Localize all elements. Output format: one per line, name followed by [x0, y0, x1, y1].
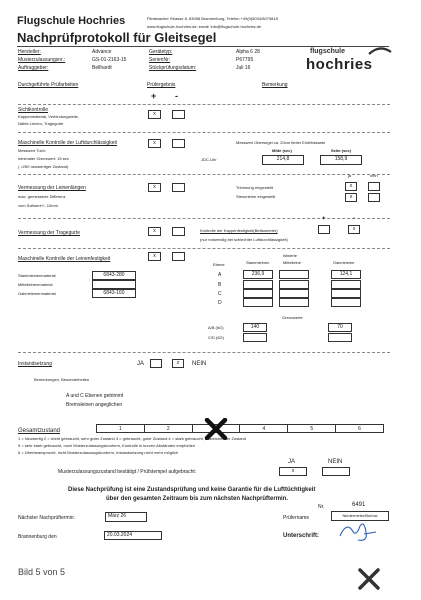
ab-stamm-field[interactable]: 140 — [243, 323, 267, 332]
row-b-mittel-field[interactable] — [279, 280, 309, 289]
leinen-title: Maschinelle Kontrolle der Leinenfestigkeit — [18, 256, 111, 262]
legend-line-1: 1 = Neuwertig 2 = leicht gebraucht, sehr guter Zustand 3 = gebraucht, guter Zustand 4 = stark gebraucht, ausreichender Zustand — [18, 436, 246, 441]
trage-plus-checkbox[interactable]: x — [148, 227, 161, 236]
sichtkontrolle-line-1: Kappenmaterial, Verbindungsteile, — [18, 114, 79, 119]
seriennr-value: P67795 — [236, 57, 254, 63]
row-b-label: B — [218, 282, 222, 288]
luft-measure-note: Messwert Obersegel ca. 20cm hinter Eintrittskante — [236, 140, 326, 145]
grenzwerte-label: Grenzwerte — [282, 315, 303, 320]
instand-title: Instandsetzung — [18, 361, 52, 367]
paraglider-icon — [368, 46, 392, 56]
leinen-minus-checkbox[interactable] — [172, 252, 185, 261]
steuer-nein-checkbox[interactable] — [368, 193, 380, 202]
pruefname-label: Prüfername — [283, 515, 310, 521]
cd-stamm-field[interactable] — [243, 333, 267, 342]
row-b-galerie-field[interactable] — [331, 280, 361, 289]
page-counter: Bild 5 von 5 — [18, 567, 66, 577]
kappen-plus-checkbox[interactable] — [318, 225, 330, 234]
mittel-col-label: Mittelleine — [283, 260, 302, 265]
page-title: Nachprüfprotokoll für Gleitsegel — [17, 30, 217, 45]
legend-line-3: 6 = Überbeansprucht, nicht Musterzulassungskonform, Instandsetzung nicht mehr möglich — [18, 450, 178, 455]
column-remark: Bemerkung — [262, 82, 288, 88]
column-result: Prüfergebnis — [147, 82, 176, 88]
hersteller-label: Hersteller: — [18, 49, 41, 55]
row-b-stamm-field[interactable] — [243, 280, 273, 289]
stamm-material-field[interactable]: 6843-280 — [92, 271, 136, 280]
trimm-label: Trimmung eingestellt — [236, 185, 273, 190]
instand-nein-checkbox[interactable]: x — [172, 359, 184, 368]
sichtkontrolle-title: Sichtkontrolle — [18, 107, 49, 113]
galerie-material-label: Galerieleinenmaterial — [18, 291, 56, 296]
cd-label: C/D (6G) — [208, 335, 224, 340]
luft-line-2: minimaler Grenzwert: 15 sec — [18, 156, 69, 161]
sichtkontrolle-plus-checkbox[interactable]: x — [148, 110, 161, 119]
verm-minus-checkbox[interactable] — [172, 183, 185, 192]
header-divider — [18, 104, 390, 105]
steuer-label: Steuerleine eingestellt — [236, 194, 276, 199]
musterzulassung-label: Musterzulassungsnr.: — [18, 57, 66, 63]
gesamt-title: Gesamtzustand — [18, 428, 61, 434]
stueckpruefung-label: Stückprüfungsdatum: — [149, 65, 197, 71]
divider-2 — [18, 174, 390, 175]
legend-line-2: 5 = sehr stark gebraucht, noch Musterzulassungskonform, Kontrolle in kurzen Abständen empfohlen — [18, 443, 196, 448]
sichtkontrolle-line-2: Nähte Leinen, Tragegurte — [18, 121, 64, 126]
stueckpruefung-value: Juli 16 — [236, 65, 251, 71]
galerie-material-field[interactable]: 6843-160 — [92, 289, 136, 298]
mittel-material-label: Mittelleinenmaterial — [18, 282, 53, 287]
divider-3 — [18, 218, 390, 219]
gesamt-scale — [96, 424, 384, 433]
trimm-nein-checkbox[interactable] — [368, 182, 380, 191]
unterschrift-label: Unterschrift: — [283, 533, 320, 539]
scale-cell-1[interactable]: 1 — [97, 425, 145, 432]
divider-1 — [18, 132, 390, 133]
trage-minus-checkbox[interactable] — [172, 227, 185, 236]
row-c-stamm-field[interactable] — [243, 289, 273, 298]
stamm-material-label: Stammleinenmaterial — [18, 273, 56, 278]
logo-top-text: flugschule — [310, 48, 346, 55]
row-a-mittel-field[interactable] — [279, 270, 309, 279]
row-a-stamm-field[interactable]: 236,9 — [243, 270, 273, 279]
close-button[interactable] — [356, 566, 382, 592]
luft-plus-checkbox[interactable]: x — [148, 139, 161, 148]
viewer-footer — [0, 560, 421, 600]
scale-cell-4[interactable]: 4 — [240, 425, 288, 432]
date-field[interactable]: 20.03.2024 — [104, 531, 162, 540]
nr-value: 6491 — [352, 502, 366, 508]
kappen-minus-header: - — [353, 216, 355, 222]
geraetetyp-label: Gerätetyp: — [149, 49, 173, 55]
signature-icon — [336, 518, 378, 544]
row-a-galerie-field[interactable]: 124,1 — [331, 270, 361, 279]
row-d-stamm-field[interactable] — [243, 298, 273, 307]
logo-main-text: hochries — [306, 56, 373, 73]
kappen-minus-checkbox[interactable]: x — [348, 225, 360, 234]
leinen-plus-checkbox[interactable]: x — [148, 252, 161, 261]
address-line-1: Flintsbacher Strasse 8, 83098 Brannenburg, Telefon +49(0)8034/8079818 — [147, 16, 278, 21]
column-performed: Durchgeführte Prüfarbeiten — [18, 82, 79, 88]
muster-nein-checkbox[interactable] — [322, 467, 350, 476]
disclaimer-line-1: Diese Nachprüfung ist eine Zustandsprüfung und keine Garantie für die Lufttüchtigkeit — [68, 487, 316, 493]
luft-seite-label: Seite (sec) — [331, 148, 352, 153]
geraetetyp-value: Alpha 6 28 — [236, 49, 260, 55]
pruefname-field[interactable]: Niedermeier/Burlow — [331, 511, 389, 521]
luft-jdc-label: JDC-Uhr — [201, 157, 217, 162]
kappen-plus-header: + — [322, 216, 326, 222]
school-name: Flugschule Hochries — [17, 15, 126, 27]
instand-ja-checkbox[interactable] — [150, 359, 162, 368]
luft-seite-field[interactable]: 158,9 — [320, 155, 362, 165]
minus-header: - — [175, 91, 178, 101]
verm-line-1: max. gemessene Differenz — [18, 194, 66, 199]
next-exam-field[interactable]: März 26 — [105, 512, 147, 522]
auftraggeber-value: Bellhardt — [92, 65, 112, 71]
ja-header: ja — [348, 173, 352, 178]
disclaimer-line-2: über den gesamten Zeitraum bis zum nächsten Nachprüftermin. — [106, 496, 289, 502]
row-c-label: C — [218, 291, 222, 297]
luft-line-1: Messwert Tuch: — [18, 148, 47, 153]
steuer-ja-checkbox[interactable]: x — [345, 193, 357, 202]
row-c-galerie-field[interactable] — [331, 289, 361, 298]
scale-cell-5[interactable]: 5 — [288, 425, 336, 432]
instand-ja-label: JA — [137, 361, 145, 367]
row-d-galerie-field[interactable] — [331, 298, 361, 307]
istwerte-label: Istwerte — [283, 253, 298, 258]
verm-line-2: vom Sollwert+/- 10mm — [18, 203, 58, 208]
hersteller-value: Advance — [92, 49, 112, 55]
row-d-label: D — [218, 300, 222, 306]
seriennr-label: SerienNr: — [149, 57, 171, 63]
stamm-col-label: Stammleinen — [246, 260, 270, 265]
close-icon — [356, 566, 382, 592]
next-exam-label: Nächster Nachprüftermin: — [18, 515, 75, 521]
luft-mitte-field[interactable]: 214,8 — [262, 155, 304, 165]
luft-title: Maschinelle Kontrolle der Luftdurchlässigkeit — [18, 140, 117, 146]
muster-ja-checkbox[interactable]: x — [279, 467, 307, 476]
row-a-label: A — [218, 272, 222, 278]
galerie-col-label: Galerieleine — [333, 260, 355, 265]
remark-line-1: A und C Ebenen getrimmt — [66, 393, 124, 399]
nr-label: Nr. — [318, 504, 325, 510]
verm-plus-checkbox[interactable]: x — [148, 183, 161, 192]
trage-title: Vermessung der Tragegurte — [18, 230, 80, 236]
address-line-2: www.flugschule-hochries.de; email: info@flugschule-hochries.de — [147, 24, 262, 29]
title-underline — [17, 46, 389, 47]
kappen-title: Kontrolle der Kappenfestigkeit(Bettsometer) — [200, 228, 278, 233]
ebene-label: Ebene — [213, 262, 225, 267]
cd-galerie-field[interactable] — [328, 333, 352, 342]
muster-label: Musterzulassungszustand bestätigt / Prüfstempel aufgebracht: — [58, 469, 197, 475]
musterzulassung-value: GS-01-2163-15 — [92, 57, 127, 63]
trimm-ja-checkbox[interactable]: x — [345, 182, 357, 191]
divider-4 — [18, 248, 390, 249]
row-c-mittel-field[interactable] — [279, 289, 309, 298]
sichtkontrolle-minus-checkbox[interactable] — [172, 110, 185, 119]
verm-title: Vermessung der Leinenlängen — [18, 185, 86, 191]
ab-label: A/B (6G) — [208, 325, 224, 330]
scale-cell-6[interactable]: 6 — [358, 426, 361, 432]
auftraggeber-label: Auftraggeber: — [18, 65, 49, 71]
mittel-material-field[interactable] — [92, 280, 136, 289]
ab-galerie-field[interactable]: 70 — [328, 323, 352, 332]
scale-cell-2[interactable]: 2 — [145, 425, 193, 432]
place-label: Brannenburg den — [18, 534, 57, 540]
muster-ja-label: JA — [288, 459, 296, 465]
kappen-note: (nur notwendig bei schlechter Luftdurchlässigkeit) — [200, 237, 288, 242]
luft-mitte-label: Mitte (sec) — [272, 148, 292, 153]
luft-minus-checkbox[interactable] — [172, 139, 185, 148]
divider-5 — [18, 352, 390, 353]
remarks-label: Bemerkungen, Besonderheiten — [34, 377, 90, 382]
remark-line-2: Bremsleinen angeglichen — [66, 402, 123, 408]
plus-header: + — [151, 91, 157, 101]
instand-nein-label: NEIN — [192, 361, 207, 367]
luft-line-3: ( >250 neuwertiger Zustand) — [18, 164, 69, 169]
muster-nein-label: NEIN — [328, 459, 343, 465]
logo — [306, 48, 396, 74]
row-d-mittel-field[interactable] — [279, 298, 309, 307]
nein-header: nein — [370, 173, 378, 178]
